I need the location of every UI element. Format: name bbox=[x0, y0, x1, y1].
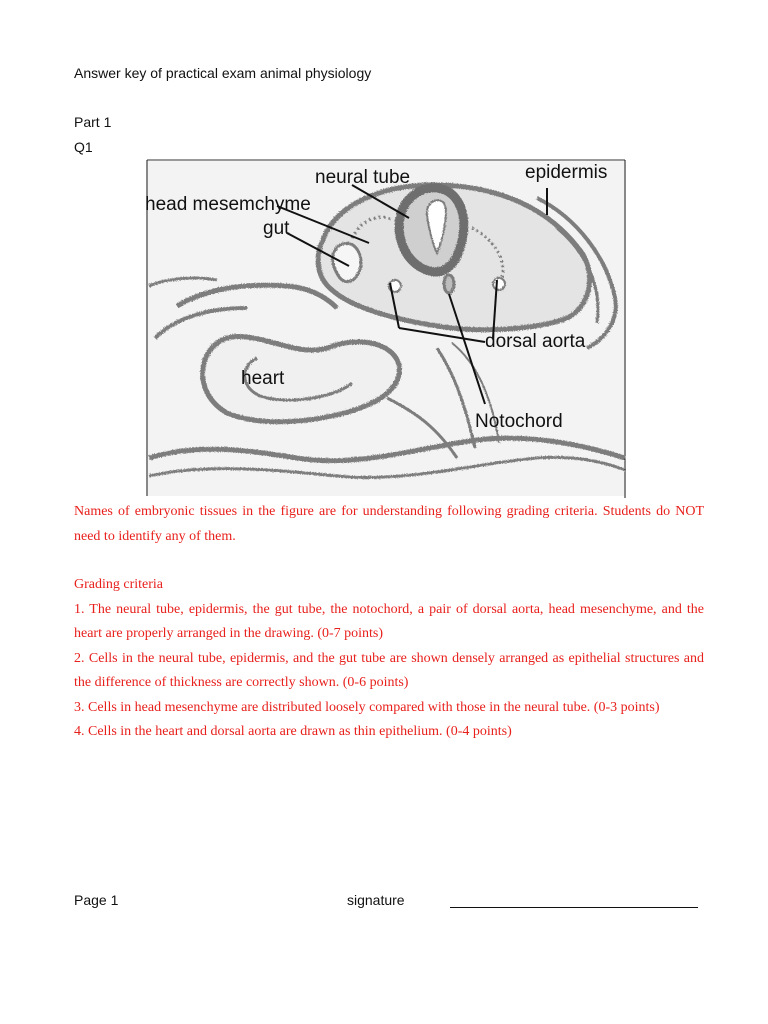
label-heart: heart bbox=[241, 368, 285, 389]
question-label: Q1 bbox=[74, 139, 93, 155]
label-neural-tube: neural tube bbox=[315, 167, 411, 188]
grading-heading: Grading criteria bbox=[74, 577, 164, 592]
signature-label: signature bbox=[347, 892, 405, 908]
document-title: Answer key of practical exam animal physiology bbox=[74, 65, 372, 81]
label-gut: gut bbox=[263, 218, 290, 239]
gut-shape bbox=[333, 243, 361, 281]
grading-item-2: 2. Cells in the neural tube, epidermis, and the gut tube are shown densely arranged as epithelial structures and the difference of thickness are correctly shown. (0-6 points) bbox=[74, 650, 704, 690]
embryo-section-figure bbox=[137, 158, 635, 498]
label-head-mesenchyme: head mesemchyme bbox=[145, 194, 311, 215]
page-number: Page 1 bbox=[74, 892, 119, 908]
part-label: Part 1 bbox=[74, 114, 112, 130]
grading-criteria bbox=[74, 573, 704, 745]
grading-item-4: 4. Cells in the heart and dorsal aorta are drawn as thin epithelium. (0-4 points) bbox=[74, 724, 512, 739]
grading-item-3: 3. Cells in head mesenchyme are distributed loosely compared with those in the neural tube. (0-3 points) bbox=[74, 699, 660, 715]
figure-note: Names of embryonic tissues in the figure are for understanding following grading criteria. Students do NOT need to identify any of them. bbox=[74, 504, 704, 544]
signature-line bbox=[450, 907, 698, 908]
label-dorsal-aorta: dorsal aorta bbox=[485, 331, 586, 352]
label-epidermis: epidermis bbox=[525, 162, 608, 183]
notochord-shape bbox=[444, 275, 454, 293]
grading-item-1: 1. The neural tube, epidermis, the gut tube, the notochord, a pair of dorsal aorta, head mesenchyme, and the heart are properly arranged in the drawing. (0-7 points) bbox=[74, 601, 704, 641]
label-notochord: Notochord bbox=[475, 411, 563, 432]
